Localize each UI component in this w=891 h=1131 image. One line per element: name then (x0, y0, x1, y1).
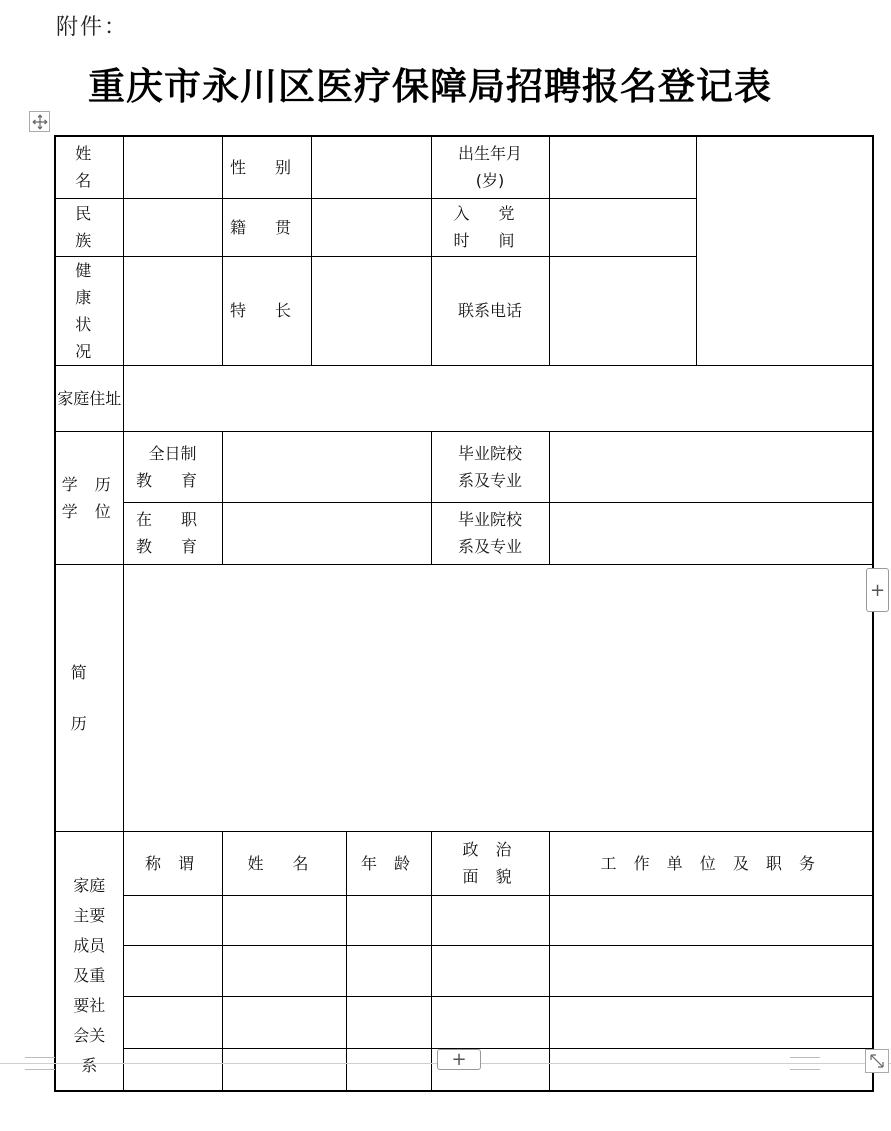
fulltime-school-label (431, 431, 549, 502)
age-cell[interactable] (346, 895, 431, 945)
inservice-education-field[interactable] (222, 502, 431, 564)
ethnicity-field[interactable] (123, 198, 222, 256)
member-name-cell[interactable] (222, 945, 346, 996)
fulltime-school-line1: 毕业院校 (457, 443, 522, 463)
age-header: 年 龄 (346, 831, 431, 895)
name-label: 姓 名 (55, 136, 123, 198)
inservice-school-field[interactable] (549, 502, 873, 564)
resume-field[interactable] (123, 564, 873, 831)
relation-cell[interactable] (123, 895, 222, 945)
party-join-field[interactable] (549, 198, 696, 256)
party-join-label-line1: 入 党 (453, 204, 527, 223)
gender-label: 性 别 (222, 136, 311, 198)
relation-header: 称 谓 (123, 831, 222, 895)
politics-cell[interactable] (431, 996, 549, 1048)
relation-cell[interactable] (123, 945, 222, 996)
health-label-line1: 健 康 (75, 260, 104, 307)
age-cell[interactable] (346, 945, 431, 996)
left-margin-marker (25, 1057, 55, 1070)
politics-cell[interactable] (431, 895, 549, 945)
family-label-line: 会关 (73, 1025, 106, 1045)
phone-field[interactable] (549, 256, 696, 365)
inservice-school-label (431, 502, 549, 564)
fulltime-label-line2: 教 育 (135, 470, 210, 490)
birth-label (431, 136, 549, 198)
work-unit-cell[interactable] (549, 945, 873, 996)
politics-header-line1: 政 治 (462, 840, 518, 859)
name-field[interactable] (123, 136, 222, 198)
photo-cell[interactable] (696, 136, 873, 365)
add-column-button[interactable]: + (866, 568, 889, 612)
party-join-label (431, 198, 549, 256)
inservice-label-line1: 在 职 (135, 510, 210, 529)
family-label-line: 家庭 (73, 875, 106, 895)
gender-field[interactable] (311, 136, 431, 198)
table-row (55, 895, 873, 945)
native-place-label: 籍 贯 (222, 198, 311, 256)
fulltime-education-field[interactable] (222, 431, 431, 502)
birth-label-line2: (岁) (475, 171, 505, 191)
education-label-line2: 学 位 (61, 501, 117, 521)
ethnicity-label: 民 族 (55, 198, 123, 256)
specialty-label: 特 长 (222, 256, 311, 365)
registration-form-table (54, 135, 874, 1092)
education-label-line1: 学 历 (61, 474, 117, 494)
family-label-line: 成员 (73, 935, 106, 955)
politics-header-line2: 面 貌 (462, 867, 518, 886)
inservice-school-line2: 系及专业 (457, 537, 522, 556)
attachment-label: 附件： (56, 15, 129, 40)
fulltime-education-label (123, 431, 222, 502)
health-field[interactable] (123, 256, 222, 365)
table-row (55, 996, 873, 1048)
address-label: 家庭住址 (55, 365, 123, 431)
member-name-cell[interactable] (222, 895, 346, 945)
table-row (55, 945, 873, 996)
politics-header (431, 831, 549, 895)
family-label-line: 主要 (73, 905, 106, 925)
relation-cell[interactable] (123, 1048, 222, 1091)
work-unit-cell[interactable] (549, 996, 873, 1048)
table-move-handle-icon[interactable] (29, 111, 50, 132)
resume-label-line2: 历 (70, 713, 87, 733)
phone-label: 联系电话 (431, 256, 549, 365)
work-unit-cell[interactable] (549, 1048, 873, 1091)
inservice-label-line2: 教 育 (135, 537, 210, 556)
member-name-cell[interactable] (222, 1048, 346, 1091)
politics-cell[interactable] (431, 945, 549, 996)
table-resize-icon[interactable] (865, 1049, 889, 1073)
fulltime-label-line1: 全日制 (148, 443, 197, 463)
family-label-line: 要社 (73, 995, 106, 1015)
specialty-field[interactable] (311, 256, 431, 365)
native-place-field[interactable] (311, 198, 431, 256)
add-row-button[interactable]: + (437, 1049, 481, 1070)
member-name-cell[interactable] (222, 996, 346, 1048)
work-unit-header: 工 作 单 位 及 职 务 (549, 831, 873, 895)
age-cell[interactable] (346, 996, 431, 1048)
resume-label (55, 564, 123, 831)
fulltime-school-line2: 系及专业 (457, 470, 522, 490)
work-unit-cell[interactable] (549, 895, 873, 945)
resume-label-line1: 简 (70, 662, 87, 682)
birth-label-line1: 出生年月 (457, 144, 522, 164)
page-title: 重庆市永川区医疗保障局招聘报名登记表 (88, 64, 772, 108)
family-label (55, 831, 123, 1091)
relation-cell[interactable] (123, 996, 222, 1048)
health-label (55, 256, 123, 365)
birth-field[interactable] (549, 136, 696, 198)
right-margin-marker (790, 1057, 820, 1070)
inservice-school-line1: 毕业院校 (457, 510, 522, 529)
member-name-header: 姓 名 (222, 831, 346, 895)
inservice-education-label (123, 502, 222, 564)
family-label-line: 及重 (73, 965, 106, 985)
fulltime-school-field[interactable] (549, 431, 873, 502)
family-label-line: 系 (81, 1055, 98, 1075)
health-label-line2: 状 况 (75, 314, 104, 361)
address-field[interactable] (123, 365, 873, 431)
party-join-label-line2: 时 间 (453, 231, 527, 250)
education-label (55, 431, 123, 564)
age-cell[interactable] (346, 1048, 431, 1091)
